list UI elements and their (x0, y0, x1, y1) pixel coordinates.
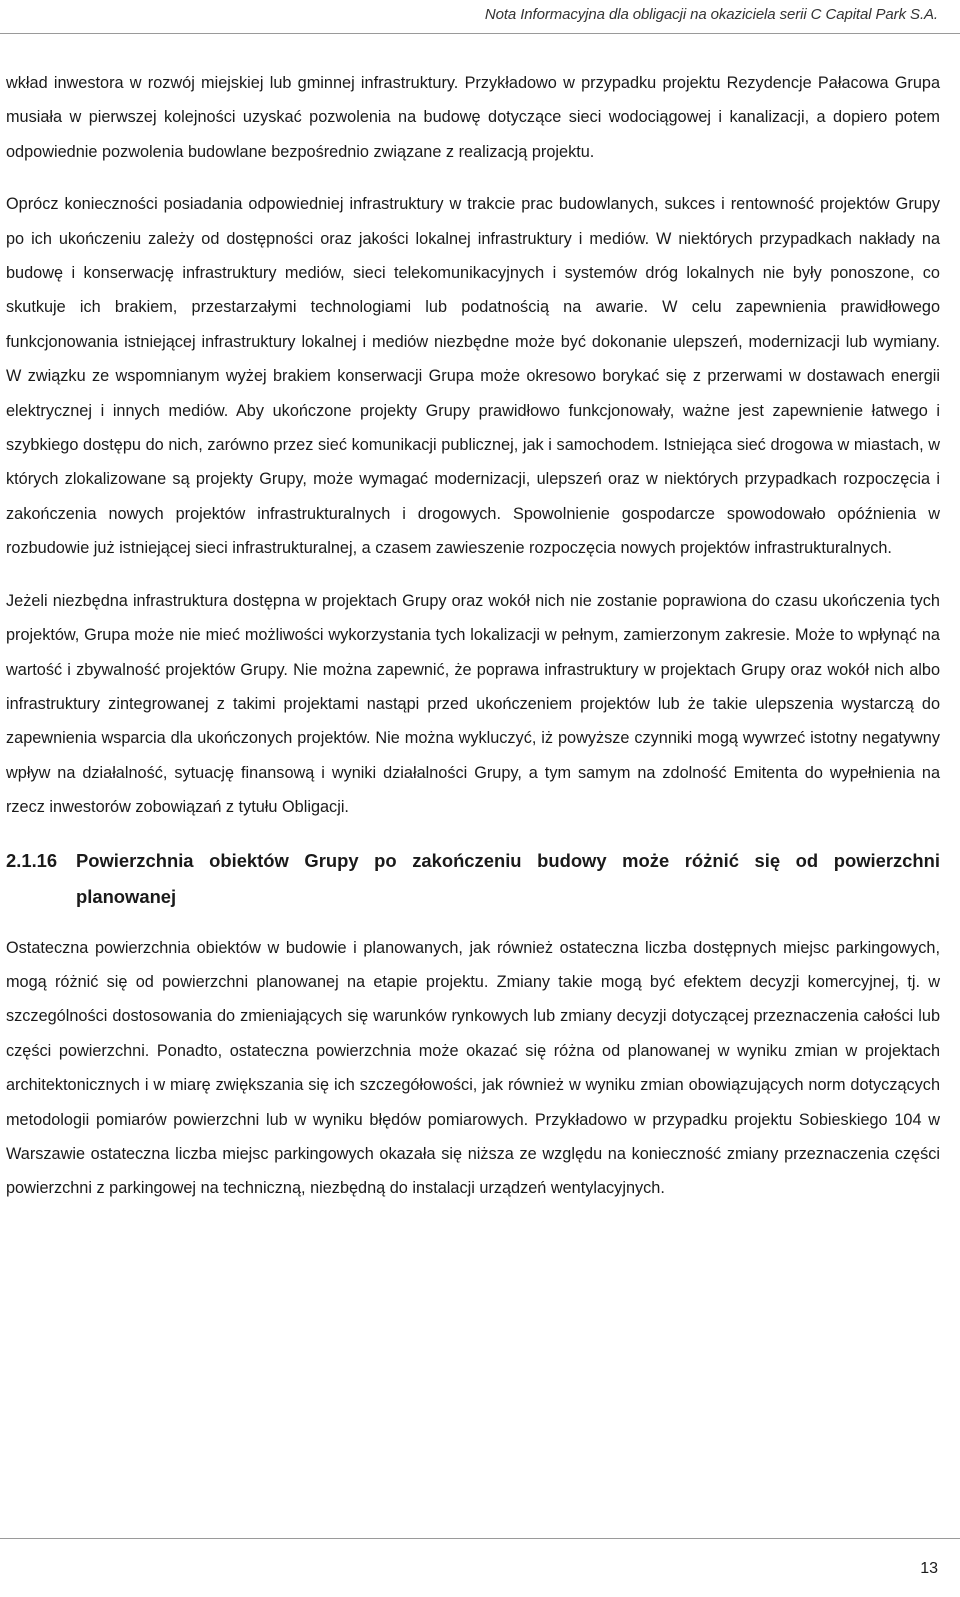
section-heading (6, 843, 940, 915)
body-paragraph: Ostateczna powierzchnia obiektów w budowie i planowanych, jak również ostateczna liczba dostępnych miejsc parkingowych, mogą różnić się od powierzchni planowanej na etapie projektu. Zmiany takie mogą być efektem decyzji komercyjnej, tj. w szczególności dostosowania do zmieniających się warunków rynkowych lub zmiany decyzji dotyczącej przeznaczenia całości lub części powierzchni. Ponadto, ostateczna powierzchnia może okazać się różna od planowanej w wyniku zmian w projektach architektonicznych i w miarę zwiększania się ich szczegółowości, jak również w wyniku zmian obowiązujących norm dotyczących metodologii pomiarów powierzchni lub w wyniku błędów pomiarowych. Przykładowo w przypadku projektu Sobieskiego 104 w Warszawie ostateczna liczba miejsc parkingowych okazała się niższa ze względu na konieczność zmiany przeznaczenia części powierzchni z parkingowej na techniczną, niezbędną do instalacji urządzeń wentylacyjnych. (6, 938, 940, 1198)
page-number: 13 (920, 1560, 938, 1577)
page-content (6, 66, 940, 1224)
body-paragraph: Jeżeli niezbędna infrastruktura dostępna w projektach Grupy oraz wokół nich nie zostanie poprawiona do czasu ukończenia tych projektów, Grupa może nie mieć możliwości wykorzystania tych lokalizacji w pełnym, zamierzonym zakresie. Może to wpłynąć na wartość i zbywalność projektów Grupy. Nie można zapewnić, że poprawa infrastruktury w projektach Grupy oraz wokół nich albo infrastruktury zintegrowanej z takimi projektami nastąpi przed ukończeniem projektów lub że takie ulepszenia wystarczą do zapewnienia wsparcia dla ukończonych projektów. Nie można wykluczyć, iż powyższe czynniki mogą wywrzeć istotny negatywny wpływ na działalność, sytuację finansową i wyniki działalności Grupy, a tym samym na zdolność Emitenta do wypełnienia na rzecz inwestorów zobowiązań z tytułu Obligacji. (6, 591, 940, 817)
footer-divider (0, 1538, 960, 1539)
body-paragraph: Oprócz konieczności posiadania odpowiedniej infrastruktury w trakcie prac budowlanych, sukces i rentowność projektów Grupy po ich ukończeniu zależy od dostępności oraz jakości lokalnej infrastruktury i mediów. W niektórych przypadkach nakłady na budowę i konserwację infrastruktury mediów, sieci telekomunikacyjnych i systemów dróg lokalnych nie były ponoszone, co skutkuje ich brakiem, przestarzałymi technologiami lub podatnością na awarie. W celu zapewnienia prawidłowego funkcjonowania istniejącej infrastruktury lokalnej i mediów niezbędne może być dokonanie ulepszeń, modernizacji lub wymiany. W związku ze wspomnianym wyżej brakiem konserwacji Grupa może okresowo borykać się z przerwami w dostawach energii elektrycznej i innych mediów. Aby ukończone projekty Grupy prawidłowo funkcjonowały, ważne jest zapewnienie łatwego i szybkiego dostępu do nich, zarówno przez sieć komunikacji publicznej, jak i samochodem. Istniejąca sieć drogowa w miastach, w których zlokalizowane są projekty Grupy, może wymagać modernizacji, ulepszeń oraz w niektórych przypadkach rozpoczęcia i zakończenia nowych projektów infrastrukturalnych i drogowych. Spowolnienie gospodarcze spowodowało opóźnienia w rozbudowie już istniejącej sieci infrastrukturalnej, a czasem zawieszenie rozpoczęcia nowych projektów infrastrukturalnych. (6, 195, 940, 558)
section-number: 2.1.16 (6, 849, 58, 871)
body-paragraph: wkład inwestora w rozwój miejskiej lub gminnej infrastruktury. Przykładowo w przypadku projektu Rezydencje Pałacowa Grupa musiała w pierwszej kolejności uzyskać pozwolenia na budowę dotyczące sieci wodociągowej i kanalizacji, a dopiero potem odpowiednie pozwolenia budowlane bezpośrednio związane z realizacją projektu. (6, 74, 940, 161)
section-title: Powierzchnia obiektów Grupy po zakończeniu budowy może różnić się od powierzchni planowanej (76, 849, 940, 907)
header-divider (0, 33, 960, 34)
running-header: Nota Informacyjna dla obligacji na okaziciela serii C Capital Park S.A. (484, 6, 938, 23)
